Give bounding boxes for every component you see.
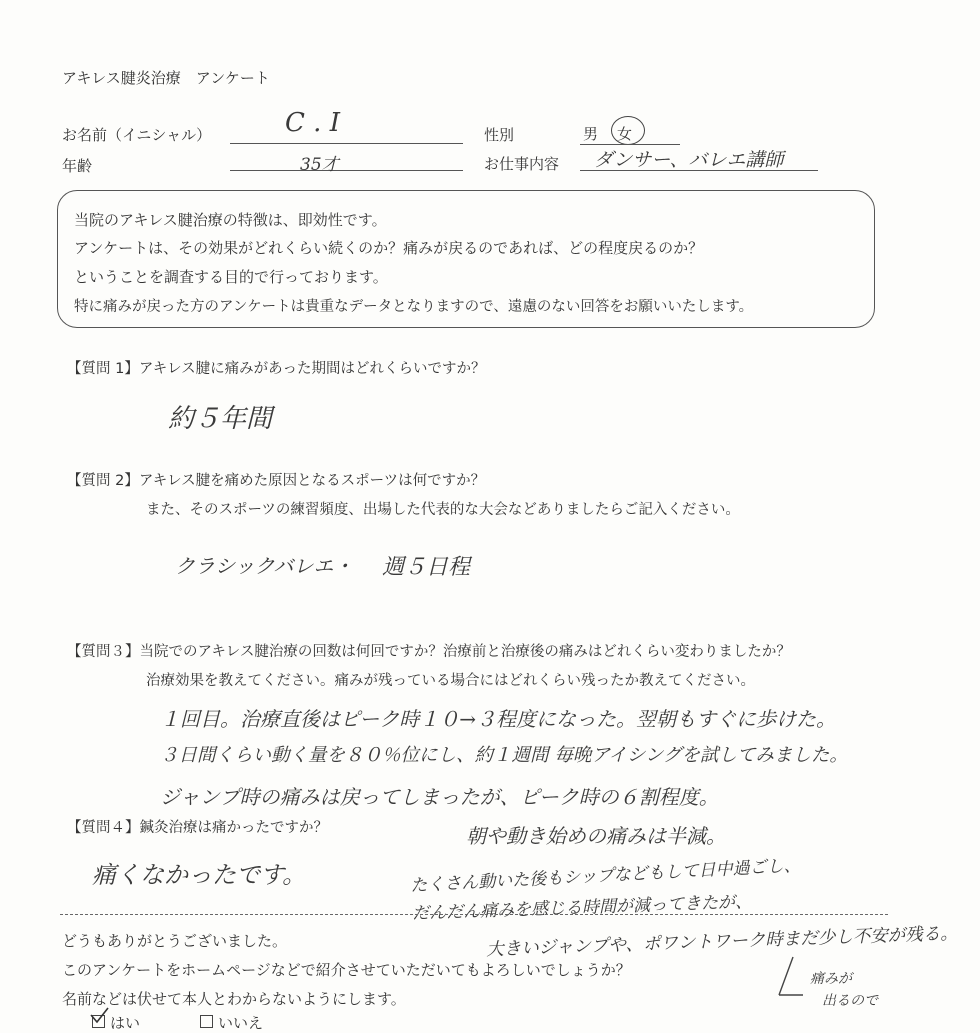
q2-label: 【質問 2】アキレス腱を痛めた原因となるスポーツは何ですか？ — [67, 473, 486, 489]
footer-privacy: 名前などは伏せて本人とわからないようにします。 — [62, 990, 406, 1008]
check-mark-icon — [88, 1006, 110, 1024]
q3-answer-note-1[interactable]: 痛みが — [810, 971, 852, 987]
gender-label: 性別 — [484, 126, 515, 144]
q2-answer-sport[interactable]: クラシックバレエ・ — [175, 554, 354, 578]
q3-answer-line-7[interactable]: 大きいジャンプや、ポワントワーク時まだ少し不安が残る。 — [485, 923, 959, 961]
q3-answer-line-5[interactable]: たくさん動いた後もシップなどもして日中過ごし、 — [409, 855, 802, 897]
consent-no-label: いいえ — [218, 1014, 264, 1032]
consent-yes-label: はい — [110, 1014, 141, 1032]
notice-box — [57, 190, 875, 328]
q1-label: 【質問 1】アキレス腱に痛みがあった期間はどれくらいですか？ — [67, 361, 486, 377]
form-title: アキレス腱炎治療 アンケート — [62, 69, 270, 87]
q3-answer-line-1[interactable]: １回目。治療直後はピーク時１０→３程度になった。翌朝もすぐに歩けた。 — [160, 707, 836, 731]
q2-answer-frequency[interactable]: 週５日程 — [382, 555, 471, 580]
q3-answer-line-4[interactable]: 朝や動き始めの痛みは半減。 — [466, 824, 726, 848]
q4-label: 【質問４】鍼灸治療は痛かったですか？ — [67, 820, 328, 836]
q3-sub: 治療効果を教えてください。痛みが残っている場合にはどれくらい残ったか教えてください。 — [146, 673, 755, 689]
age-label: 年齢 — [62, 157, 93, 175]
age-underline — [230, 170, 463, 171]
job-value[interactable]: ダンサー、バレエ講師 — [594, 149, 784, 171]
note-arrow-icon — [775, 955, 805, 1000]
q3-answer-line-3[interactable]: ジャンプ時の痛みは戻ってしまったが、ピーク時の６割程度。 — [160, 785, 719, 809]
name-label: お名前（イニシャル） — [62, 126, 212, 144]
section-divider — [60, 914, 888, 915]
age-value[interactable]: 35才 — [300, 155, 339, 175]
q3-answer-line-2[interactable]: ３日間くらい動く量を８０％位にし、約１週間 毎晩アイシングを試してみました。 — [160, 745, 848, 766]
footer-consent: このアンケートをホームページなどで紹介させていただいてもよろしいでしょうか？ — [62, 961, 631, 979]
gender-female[interactable]: 女 — [617, 125, 633, 143]
q3-label: 【質問３】当院でのアキレス腱治療の回数は何回ですか？治療前と治療後の痛みはどれくらい変わりましたか？ — [67, 644, 791, 660]
notice-line-1: 当院のアキレス腱治療の特徴は、即効性です。 — [74, 211, 387, 229]
q2-sub: また、そのスポーツの練習頻度、出場した代表的な大会などありましたらご記入ください。 — [146, 502, 740, 518]
q4-answer[interactable]: 痛くなかったです。 — [92, 861, 307, 889]
gender-selected-circle — [611, 116, 645, 145]
notice-line-4: 特に痛みが戻った方のアンケートは貴重なデータとなりますので、遠慮のない回答をお願いいたします。 — [74, 299, 754, 315]
notice-line-3: ということを調査する目的で行っております。 — [74, 268, 388, 286]
name-value[interactable]: C . I — [285, 108, 340, 138]
name-underline — [230, 143, 463, 144]
notice-line-2: アンケートは、その効果がどれくらい続くのか？痛みが戻るのであれば、どの程度戻るのか？ — [74, 239, 704, 257]
job-label: お仕事内容 — [484, 155, 560, 173]
footer-thanks: どうもありがとうございました。 — [62, 932, 288, 950]
q3-answer-line-6[interactable]: だんだん痛みを感じる時間が減ってきたが、 — [411, 892, 753, 924]
consent-no-checkbox[interactable] — [200, 1015, 213, 1028]
gender-male[interactable]: 男 — [583, 125, 599, 143]
q1-answer[interactable]: 約５年間 — [168, 404, 273, 434]
q3-answer-note-2[interactable]: 出るので — [822, 993, 878, 1009]
